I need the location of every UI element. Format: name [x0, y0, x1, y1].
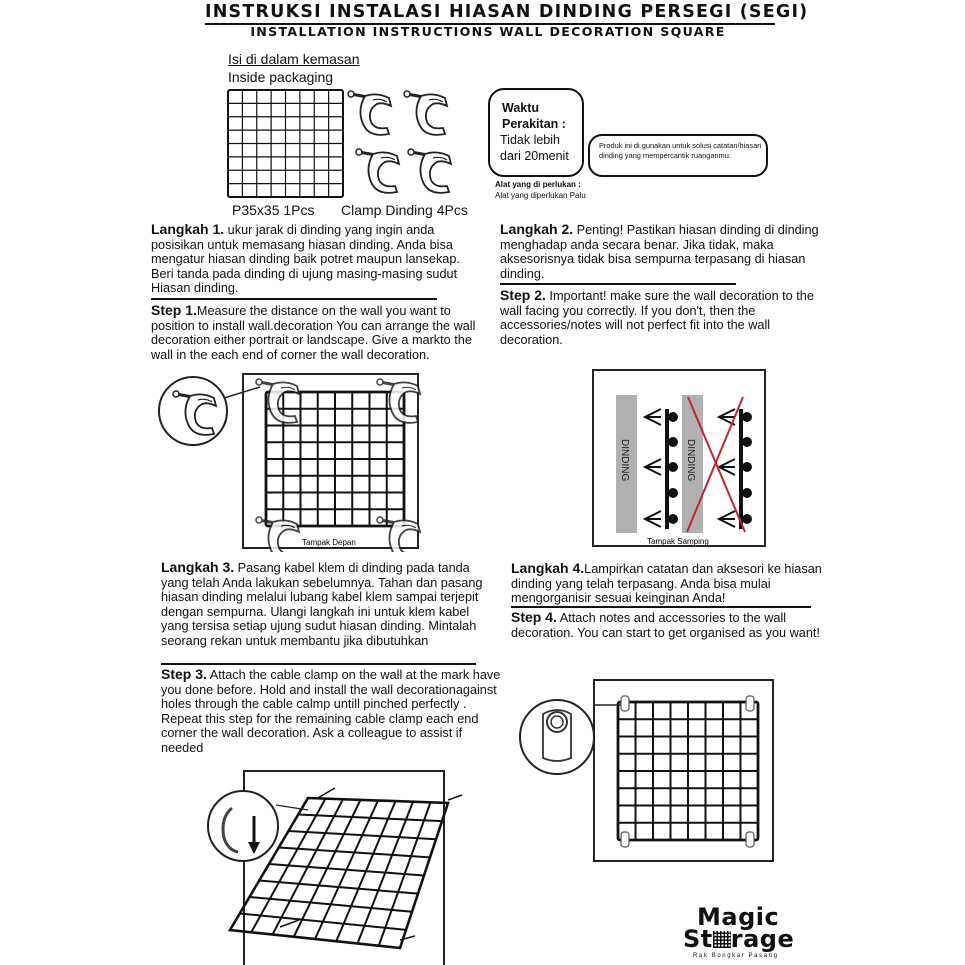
assembly-time-heading-2: Perakitan : — [502, 117, 566, 131]
front-view-figure — [152, 370, 422, 552]
step-4-en-label: Step 4. — [511, 609, 557, 625]
page-subtitle: INSTALLATION INSTRUCTIONS WALL DECORATION SQUARE — [250, 24, 726, 39]
panel-side — [739, 409, 743, 529]
step-4-en — [511, 610, 831, 640]
product-note-box — [588, 134, 768, 177]
step-3-en — [161, 667, 501, 756]
assembly-time-heading-1: Waktu — [502, 101, 540, 115]
tools-heading: Alat yang di perlukan : — [495, 180, 581, 189]
brand-logo-line2: St rage — [683, 925, 795, 953]
divider — [161, 663, 476, 665]
step-3-en-text: Attach the cable clamp on the wall at the mark have you done before. Hold and install the wall decorationagainst holes through the cable calmp untill pinched perfectly . Repeat this step for the remaining cable clamp each end corner the wall decoration. Ask a colleague to assist if needed — [161, 668, 501, 755]
step-1-en-text: Measure the distance on the wall you want to position to install wall.decoration You can arrange the wall decoration either portrait or landscape. Give a markto the wall in the each end of corner the wall decoration. — [151, 304, 476, 362]
wall-label-incorrect: DINDING — [685, 439, 696, 482]
step-3-id-label: Langkah 3. — [161, 559, 235, 575]
side-view-figure — [592, 369, 772, 549]
hook-dot — [668, 437, 678, 447]
step-3-id — [161, 560, 491, 649]
finished-figure — [515, 678, 777, 868]
hook-dot — [668, 488, 678, 498]
assembly-time-value-2: dari 20menit — [500, 149, 569, 163]
step-2-en-text: Important! make sure the wall decoration to the wall facing you correctly. If you don't, then the accessories/notes will not perfect fit into the wall decoration. — [500, 289, 814, 347]
step-2-id-label: Langkah 2. — [500, 221, 574, 237]
hook-dot — [742, 437, 752, 447]
step-3-en-label: Step 3. — [161, 666, 207, 682]
panel-side — [665, 409, 669, 529]
divider — [500, 283, 736, 285]
front-view-caption: Tampak Depan — [302, 538, 356, 547]
step-1-id-text: ukur jarak di dinding yang ingin anda posisikan untuk memasang hiasan dinding. Anda bisa mengatur hiasan dinding baik potret maupun lansekap. Beri tanda pada dinding di ujung masing-masing sudut Hiasan dinding. — [151, 223, 460, 296]
step-2-en-label: Step 2. — [500, 287, 546, 303]
step-1-en — [151, 303, 481, 362]
hook-dot — [668, 412, 678, 422]
tools-value: Alat yang diperlukan Palu — [495, 191, 586, 200]
assembly-time-value-1: Tidak lebih — [500, 133, 560, 147]
packaging-title: Isi di dalam kemasan — [228, 51, 360, 67]
hook-dot — [742, 412, 752, 422]
hook-dot — [742, 462, 752, 472]
divider — [511, 606, 811, 608]
grid-panel-label: P35x35 1Pcs — [232, 202, 315, 218]
step-2-en — [500, 288, 830, 347]
step-1-id-label: Langkah 1. — [151, 221, 225, 237]
step-4-id-text: Lampirkan catatan dan aksesori ke hiasan dinding yang telah terpasang. Anda bisa mulai mengorganisir sesuai keinginan Anda! — [511, 562, 822, 606]
page-title: INSTRUKSI INSTALASI HIASAN DINDING PERSEGI (SEGI) — [205, 2, 775, 25]
divider — [151, 298, 437, 300]
assembly-time-box — [488, 88, 584, 177]
wall-clamp-icon — [345, 86, 460, 201]
grid-panel-icon — [227, 89, 344, 198]
brand-logo-line1: Magic — [697, 903, 780, 931]
product-note-text: Produk ini di gunakan untuk solusi catatan/hiasan dinding yang mempercantik ruanganmu. — [599, 141, 762, 160]
hook-dot — [742, 488, 752, 498]
step-4-en-text: Attach notes and accessories to the wall decoration. You can start to get organised as you want! — [511, 611, 820, 640]
step-4-id-label: Langkah 4. — [511, 560, 585, 576]
packaging-subtitle: Inside packaging — [228, 69, 334, 85]
step-4-id — [511, 561, 831, 606]
wall-label-correct: DINDING — [619, 439, 630, 482]
step-2-id-text: Penting! Pastikan hiasan dinding di dinding menghadap anda secara benar. Jika tidak, maka aksesorisnya tidak bisa sempurna terpasang di hiasan dinding. — [500, 223, 819, 281]
grid-o-icon — [713, 931, 731, 948]
step-3-id-text: Pasang kabel klem di dinding pada tanda yang telah Anda lakukan sebelumnya. Tahan dan pasang hiasan dinding melalui lubang kabel klem sampai terjepit dengan sempurna. Ulangi langkah ini untuk klem kabel yang tersisa setiap ujung sudut hiasan dinding. Mintalah seorang rekan untuk membantu jika dibutuhkan — [161, 561, 483, 648]
step-1-id — [151, 222, 481, 296]
brand-tagline: Rak Bongkar Pasang — [693, 953, 779, 959]
install-figure — [190, 768, 470, 965]
hook-dot — [668, 514, 678, 524]
hook-dot — [668, 462, 678, 472]
hook-dot — [742, 514, 752, 524]
step-1-en-label: Step 1. — [151, 302, 197, 318]
side-view-caption: Tampak Samping — [647, 537, 709, 546]
step-2-id — [500, 222, 830, 281]
clamp-label: Clamp Dinding 4Pcs — [341, 202, 468, 218]
